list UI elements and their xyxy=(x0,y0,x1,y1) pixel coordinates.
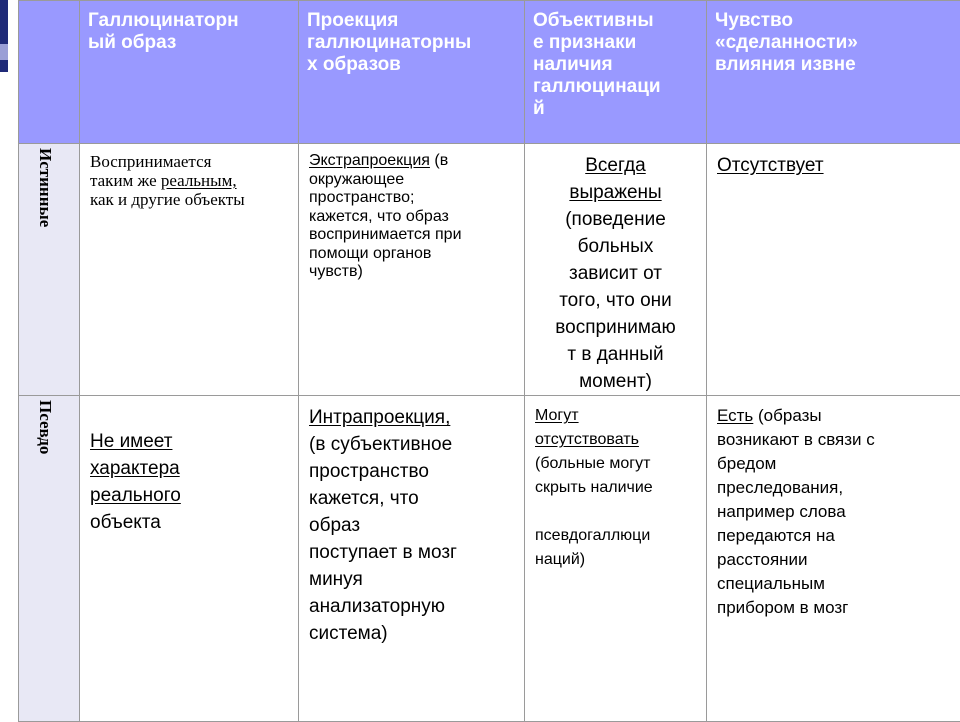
underlined-text: Не имеет характера реального xyxy=(90,431,181,506)
header-cell-objective-signs xyxy=(525,1,707,144)
cell-pseudo-image-text xyxy=(80,396,298,536)
text-fragment: (поведение больных зависит от того, что они воспринимаю т в данный момент) xyxy=(555,209,675,392)
table-row-pseudo xyxy=(19,396,960,722)
header-cell-projection xyxy=(299,1,525,144)
cell-true-projection xyxy=(299,144,525,396)
cell-true-objective-signs xyxy=(525,144,707,396)
underlined-text: Отсутствует xyxy=(717,155,824,176)
row-label-cell xyxy=(19,396,80,722)
cell-true-external-influence xyxy=(707,144,960,396)
underlined-text: Есть xyxy=(717,406,753,425)
cell-true-external-influence-text xyxy=(707,144,960,179)
accent-bar-dark xyxy=(0,0,8,44)
cell-true-image xyxy=(80,144,299,396)
text-fragment: объекта xyxy=(90,512,161,533)
cell-true-objective-signs-text xyxy=(525,144,706,395)
row-label-cell xyxy=(19,144,80,396)
text-fragment: как и другие объекты xyxy=(90,190,245,209)
header-cell-image xyxy=(80,1,299,144)
header-row xyxy=(19,1,960,144)
header-objective-signs-text: Объективны е признаки наличия галлюцинаци й xyxy=(525,1,706,120)
table-row-true xyxy=(19,144,960,396)
cell-pseudo-external-influence xyxy=(707,396,960,722)
cell-pseudo-external-influence-text xyxy=(707,396,960,620)
underlined-text: Экстрапроекция xyxy=(309,152,430,169)
cell-pseudo-projection-text xyxy=(299,396,524,647)
hallucination-comparison-table xyxy=(18,0,960,722)
text-fragment: (в субъективное пространство кажется, что образ поступает в мозг минуя анализаторную система) xyxy=(309,434,457,644)
underlined-text: реальным, xyxy=(161,171,237,190)
underlined-text: Могут отсутствовать xyxy=(535,407,639,448)
text-fragment: (в окружающее пространство; кажется, что образ воспринимается при помощи органов чувств) xyxy=(309,152,462,280)
header-external-influence-text: Чувство «сделанности» влияния извне xyxy=(707,1,960,76)
text-fragment: (больные могут скрыть наличие псевдогаллюци наций) xyxy=(535,455,653,568)
cell-pseudo-objective-signs xyxy=(525,396,707,722)
accent-bar-light xyxy=(0,44,8,60)
header-image-text: Галлюцинаторн ый образ xyxy=(80,1,298,54)
header-cell-external-influence xyxy=(707,1,960,144)
accent-bar-dark-small xyxy=(0,60,8,72)
header-corner-cell xyxy=(19,1,80,144)
underlined-text: Всегда выражены xyxy=(569,155,661,203)
text-fragment: Воспринимается таким же xyxy=(90,152,211,190)
cell-true-projection-text xyxy=(299,144,524,282)
cell-pseudo-objective-signs-text xyxy=(525,396,706,572)
row-label-pseudo: Псевдо xyxy=(19,396,55,454)
cell-pseudo-image xyxy=(80,396,299,722)
cell-true-image-text xyxy=(80,144,298,209)
underlined-text: Интрапроекция, xyxy=(309,407,450,428)
cell-pseudo-projection xyxy=(299,396,525,722)
text-fragment: (образы возникают в связи с бредом преследования, например слова передаются на расстоянии специальным прибором в мозг xyxy=(717,406,875,617)
header-projection-text: Проекция галлюцинаторны х образов xyxy=(299,1,524,76)
row-label-true: Истинные xyxy=(19,144,55,227)
